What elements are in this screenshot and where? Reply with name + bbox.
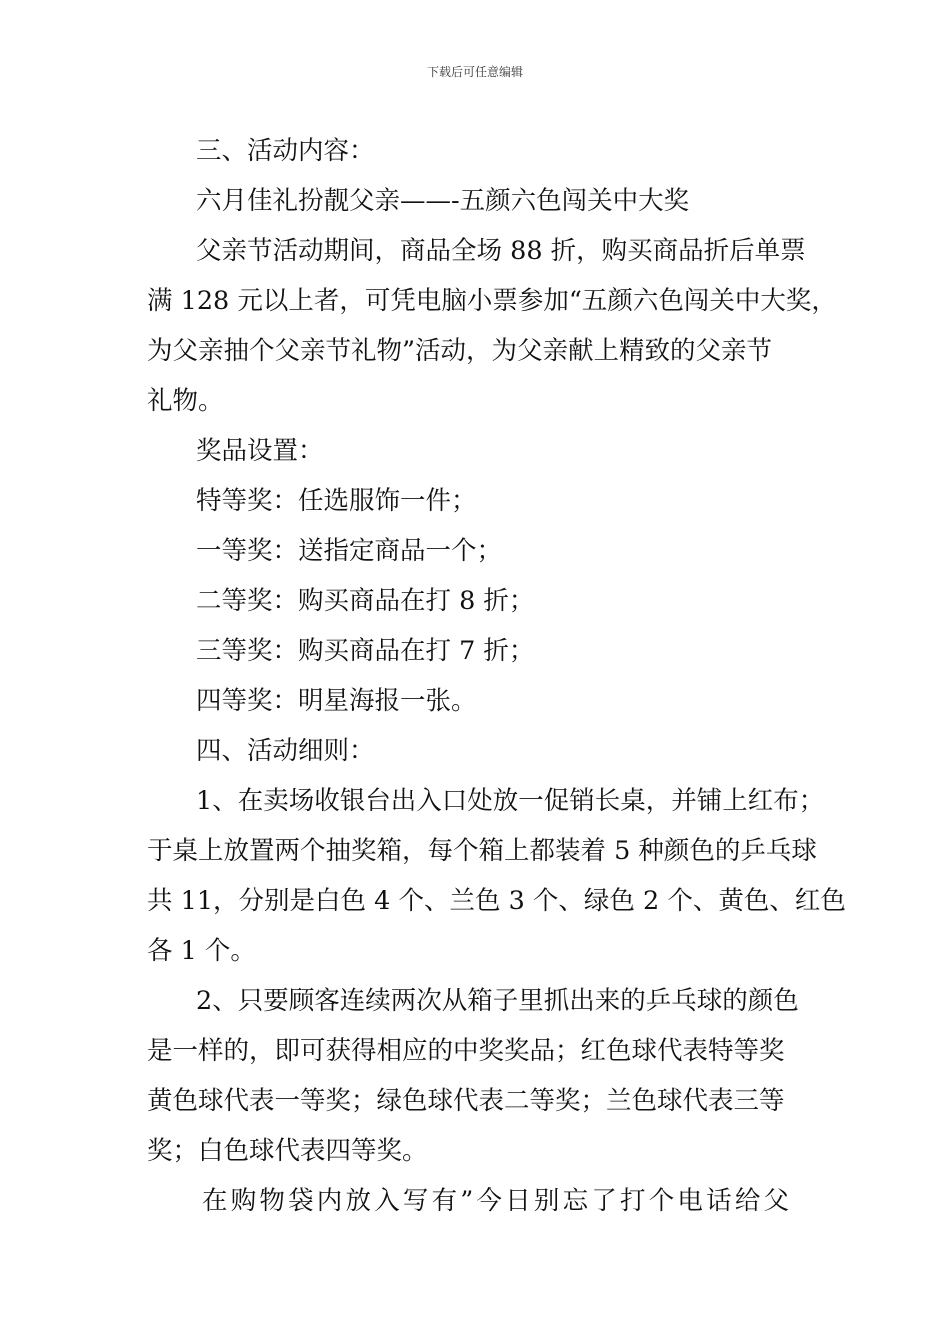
- page-header: 下载后可任意编辑: [426, 65, 523, 79]
- section-heading-activity-content: 三、活动内容：: [196, 136, 375, 166]
- section-heading-rules: 四、活动细则：: [196, 736, 375, 766]
- prize-item-third: 三等奖：购买商品在打 7 折；: [196, 636, 535, 666]
- prize-item-second: 二等奖：购买商品在打 8 折；: [196, 586, 535, 616]
- rule-1-line: 共 11，分别是白色 4 个、兰色 3 个、绿色 2 个、黄色、红色: [147, 886, 846, 916]
- prize-item-first: 一等奖：送指定商品一个；: [196, 536, 503, 566]
- rule-1-line: 各 1 个。: [147, 936, 256, 966]
- rule-2-line: 奖；白色球代表四等奖。: [147, 1136, 428, 1166]
- rule-2-line: 2、只要顾客连续两次从箱子里抓出来的乒乓球的颜色: [196, 986, 799, 1016]
- paragraph-line: 父亲节活动期间，商品全场 88 折，购买商品折后单票: [196, 236, 806, 266]
- activity-title: 六月佳礼扮靓父亲——-五颜六色闯关中大奖: [196, 186, 690, 216]
- rule-2-line: 是一样的，即可获得相应的中奖奖品；红色球代表特等奖: [147, 1036, 785, 1066]
- rule-1-line: 于桌上放置两个抽奖箱，每个箱上都装着 5 种颜色的乒乓球: [147, 836, 817, 866]
- rule-1-line: 1、在卖场收银台出入口处放一促销长桌，并铺上红布；: [196, 786, 825, 816]
- paragraph-line: 满 128 元以上者，可凭电脑小票参加“五颜六色闯关中大奖，: [147, 286, 837, 316]
- prize-item-special: 特等奖：任选服饰一件；: [196, 486, 477, 516]
- document-body: [147, 126, 846, 1226]
- prize-item-fourth: 四等奖：明星海报一张。: [196, 686, 477, 716]
- shopping-bag-line: 在购物袋内放入写有”今日别忘了打个电话给父: [202, 1186, 793, 1216]
- prize-heading: 奖品设置：: [196, 436, 324, 466]
- paragraph-line: 为父亲抽个父亲节礼物”活动，为父亲献上精致的父亲节: [147, 336, 773, 366]
- rule-2-line: 黄色球代表一等奖；绿色球代表二等奖；兰色球代表三等: [147, 1086, 785, 1116]
- paragraph-line: 礼物。: [147, 386, 224, 416]
